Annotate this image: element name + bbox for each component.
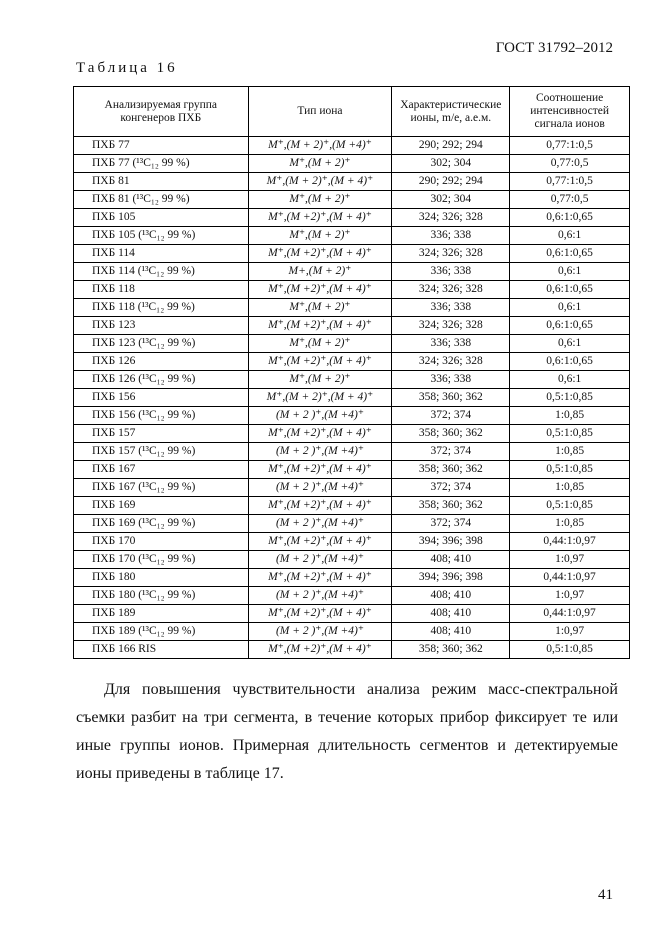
ion-type-cell: M⁺,(M +2)⁺,(M + 4)⁺ [248, 353, 392, 371]
ion-type-cell: (M + 2 )⁺,(M +4)⁺ [248, 551, 392, 569]
ions-cell: 372; 374 [392, 515, 510, 533]
table-row [74, 497, 630, 515]
ions-cell: 324; 326; 328 [392, 209, 510, 227]
ion-type-cell: (M + 2 )⁺,(M +4)⁺ [248, 479, 392, 497]
ion-type-cell: (M + 2 )⁺,(M +4)⁺ [248, 443, 392, 461]
ions-cell: 408; 410 [392, 587, 510, 605]
ratio-cell: 0,6:1:0,65 [510, 245, 630, 263]
ratio-cell: 0,77:1:0,5 [510, 137, 630, 155]
ions-cell: 302; 304 [392, 191, 510, 209]
page-number: 41 [598, 887, 613, 903]
ions-cell: 372; 374 [392, 407, 510, 425]
group-cell: ПХБ 77 (¹³C₁₂ 99 %) [74, 155, 249, 173]
ions-cell: 408; 410 [392, 605, 510, 623]
group-cell: ПХБ 157 (¹³C₁₂ 99 %) [74, 443, 249, 461]
table-row [74, 605, 630, 623]
group-cell: ПХБ 170 (¹³C₁₂ 99 %) [74, 551, 249, 569]
group-cell: ПХБ 123 (¹³C₁₂ 99 %) [74, 335, 249, 353]
table-row [74, 371, 630, 389]
ratio-cell: 0,6:1:0,65 [510, 209, 630, 227]
ion-type-cell: M⁺,(M + 2)⁺,(M + 4)⁺ [248, 173, 392, 191]
group-cell: ПХБ 156 [74, 389, 249, 407]
table-row [74, 137, 630, 155]
ions-cell: 324; 326; 328 [392, 353, 510, 371]
ion-type-cell: M⁺,(M +2)⁺,(M + 4)⁺ [248, 569, 392, 587]
ratio-cell: 0,6:1 [510, 335, 630, 353]
ion-type-cell: M⁺,(M + 2)⁺,(M +4)⁺ [248, 137, 392, 155]
ions-cell: 394; 396; 398 [392, 533, 510, 551]
column-header: Характеристические ионы, m/е, а.е.м. [392, 87, 510, 137]
ratio-cell: 1:0,85 [510, 443, 630, 461]
ions-cell: 394; 396; 398 [392, 569, 510, 587]
group-cell: ПХБ 167 (¹³C₁₂ 99 %) [74, 479, 249, 497]
table-row [74, 191, 630, 209]
table-header-row [74, 87, 630, 137]
ratio-cell: 1:0,97 [510, 623, 630, 641]
ions-cell: 372; 374 [392, 479, 510, 497]
ratio-cell: 0,5:1:0,85 [510, 389, 630, 407]
ratio-cell: 0,6:1 [510, 263, 630, 281]
table-row [74, 317, 630, 335]
table-row [74, 227, 630, 245]
column-header: Анализируемая группа конгенеров ПХБ [74, 87, 249, 137]
ratio-cell: 0,6:1:0,65 [510, 353, 630, 371]
ions-cell: 408; 410 [392, 623, 510, 641]
ion-type-cell: M⁺,(M + 2)⁺ [248, 227, 392, 245]
ions-cell: 408; 410 [392, 551, 510, 569]
ions-cell: 358; 360; 362 [392, 497, 510, 515]
group-cell: ПХБ 170 [74, 533, 249, 551]
table-caption: Таблица 16 [76, 60, 178, 76]
table-row [74, 335, 630, 353]
ratio-cell: 0,6:1 [510, 299, 630, 317]
table-body [74, 137, 630, 659]
ratio-cell: 1:0,97 [510, 551, 630, 569]
ion-type-cell: M⁺,(M + 2)⁺ [248, 299, 392, 317]
group-cell: ПХБ 156 (¹³C₁₂ 99 %) [74, 407, 249, 425]
group-cell: ПХБ 180 (¹³C₁₂ 99 %) [74, 587, 249, 605]
ion-type-cell: M+,(M + 2)⁺ [248, 263, 392, 281]
ions-cell: 336; 338 [392, 335, 510, 353]
table-row [74, 587, 630, 605]
group-cell: ПХБ 166 RIS [74, 641, 249, 659]
ratio-cell: 0,6:1 [510, 371, 630, 389]
ions-cell: 290; 292; 294 [392, 173, 510, 191]
ions-cell: 358; 360; 362 [392, 389, 510, 407]
table-row [74, 209, 630, 227]
table-row [74, 299, 630, 317]
paragraph-text: Для повышения чувствительности анализа режим масс-спектральной съемки разбит на три сегмента, в течение которых прибор фиксирует те или иные группы ионов. Примерная длительность сегментов и детектируемые ионы приведены в таблице 17. [76, 681, 618, 782]
ion-type-cell: M⁺,(M +2)⁺,(M + 4)⁺ [248, 461, 392, 479]
ion-type-cell: M⁺,(M +2)⁺,(M + 4)⁺ [248, 281, 392, 299]
ratio-cell: 1:0,85 [510, 407, 630, 425]
table-row [74, 569, 630, 587]
ions-cell: 358; 360; 362 [392, 461, 510, 479]
ions-cell: 336; 338 [392, 299, 510, 317]
ions-cell: 358; 360; 362 [392, 641, 510, 659]
group-cell: ПХБ 189 (¹³C₁₂ 99 %) [74, 623, 249, 641]
ratio-cell: 0,44:1:0,97 [510, 605, 630, 623]
group-cell: ПХБ 169 (¹³C₁₂ 99 %) [74, 515, 249, 533]
group-cell: ПХБ 167 [74, 461, 249, 479]
ion-type-cell: M⁺,(M +2)⁺,(M + 4)⁺ [248, 497, 392, 515]
ratio-cell: 0,77:1:0,5 [510, 173, 630, 191]
ion-type-cell: M⁺,(M + 2)⁺ [248, 155, 392, 173]
ion-type-cell: M⁺,(M +2)⁺,(M + 4)⁺ [248, 425, 392, 443]
ions-cell: 302; 304 [392, 155, 510, 173]
group-cell: ПХБ 118 (¹³C₁₂ 99 %) [74, 299, 249, 317]
ratio-cell: 0,77:0,5 [510, 155, 630, 173]
group-cell: ПХБ 157 [74, 425, 249, 443]
table-row [74, 173, 630, 191]
table-row [74, 281, 630, 299]
table-row [74, 623, 630, 641]
ions-cell: 324; 326; 328 [392, 245, 510, 263]
group-cell: ПХБ 114 (¹³C₁₂ 99 %) [74, 263, 249, 281]
document-code: ГОСТ 31792–2012 [495, 40, 613, 56]
ions-cell: 290; 292; 294 [392, 137, 510, 155]
ion-type-cell: M⁺,(M + 2)⁺ [248, 335, 392, 353]
table-row [74, 389, 630, 407]
ions-cell: 324; 326; 328 [392, 281, 510, 299]
ratio-cell: 0,77:0,5 [510, 191, 630, 209]
ions-cell: 358; 360; 362 [392, 425, 510, 443]
group-cell: ПХБ 81 (¹³C₁₂ 99 %) [74, 191, 249, 209]
table-row [74, 551, 630, 569]
ions-cell: 336; 338 [392, 227, 510, 245]
group-cell: ПХБ 126 [74, 353, 249, 371]
group-cell: ПХБ 105 (¹³C₁₂ 99 %) [74, 227, 249, 245]
table-row [74, 533, 630, 551]
ions-cell: 336; 338 [392, 263, 510, 281]
group-cell: ПХБ 118 [74, 281, 249, 299]
group-cell: ПХБ 189 [74, 605, 249, 623]
ion-type-cell: (M + 2 )⁺,(M +4)⁺ [248, 623, 392, 641]
column-header: Тип иона [248, 87, 392, 137]
ion-type-cell: M⁺,(M +2)⁺,(M + 4)⁺ [248, 605, 392, 623]
table-row [74, 479, 630, 497]
group-cell: ПХБ 81 [74, 173, 249, 191]
ratio-cell: 1:0,85 [510, 479, 630, 497]
ratio-cell: 0,44:1:0,97 [510, 533, 630, 551]
table-row [74, 155, 630, 173]
group-cell: ПХБ 123 [74, 317, 249, 335]
ions-cell: 336; 338 [392, 371, 510, 389]
group-cell: ПХБ 105 [74, 209, 249, 227]
column-header: Соотношение интенсивностей сигнала ионов [510, 87, 630, 137]
ratio-cell: 0,6:1:0,65 [510, 281, 630, 299]
table-row [74, 515, 630, 533]
group-cell: ПХБ 126 (¹³C₁₂ 99 %) [74, 371, 249, 389]
ratio-cell: 0,6:1:0,65 [510, 317, 630, 335]
table-row [74, 263, 630, 281]
ions-cell: 372; 374 [392, 443, 510, 461]
ion-type-cell: (M + 2 )⁺,(M +4)⁺ [248, 587, 392, 605]
ion-type-cell: M⁺,(M +2)⁺,(M + 4)⁺ [248, 245, 392, 263]
table-row [74, 443, 630, 461]
table-row [74, 425, 630, 443]
table-row [74, 407, 630, 425]
ion-type-cell: (M + 2 )⁺,(M +4)⁺ [248, 407, 392, 425]
group-cell: ПХБ 77 [74, 137, 249, 155]
body-paragraph [76, 676, 618, 788]
table-row [74, 353, 630, 371]
group-cell: ПХБ 169 [74, 497, 249, 515]
ion-type-cell: M⁺,(M +2)⁺,(M + 4)⁺ [248, 317, 392, 335]
ratio-cell: 1:0,85 [510, 515, 630, 533]
ion-type-cell: M⁺,(M + 2)⁺,(M + 4)⁺ [248, 389, 392, 407]
table-row [74, 245, 630, 263]
ion-type-cell: M⁺,(M + 2)⁺ [248, 371, 392, 389]
table-row [74, 641, 630, 659]
ratio-cell: 1:0,97 [510, 587, 630, 605]
data-table [73, 86, 630, 659]
ratio-cell: 0,5:1:0,85 [510, 641, 630, 659]
ratio-cell: 0,5:1:0,85 [510, 425, 630, 443]
group-cell: ПХБ 180 [74, 569, 249, 587]
ratio-cell: 0,5:1:0,85 [510, 497, 630, 515]
ion-type-cell: M⁺,(M +2)⁺,(M + 4)⁺ [248, 641, 392, 659]
ratio-cell: 0,5:1:0,85 [510, 461, 630, 479]
ratio-cell: 0,6:1 [510, 227, 630, 245]
group-cell: ПХБ 114 [74, 245, 249, 263]
ion-type-cell: (M + 2 )⁺,(M +4)⁺ [248, 515, 392, 533]
table-row [74, 461, 630, 479]
ion-type-cell: M⁺,(M +2)⁺,(M + 4)⁺ [248, 209, 392, 227]
ratio-cell: 0,44:1:0,97 [510, 569, 630, 587]
ion-type-cell: M⁺,(M +2)⁺,(M + 4)⁺ [248, 533, 392, 551]
ions-cell: 324; 326; 328 [392, 317, 510, 335]
ion-type-cell: M⁺,(M + 2)⁺ [248, 191, 392, 209]
